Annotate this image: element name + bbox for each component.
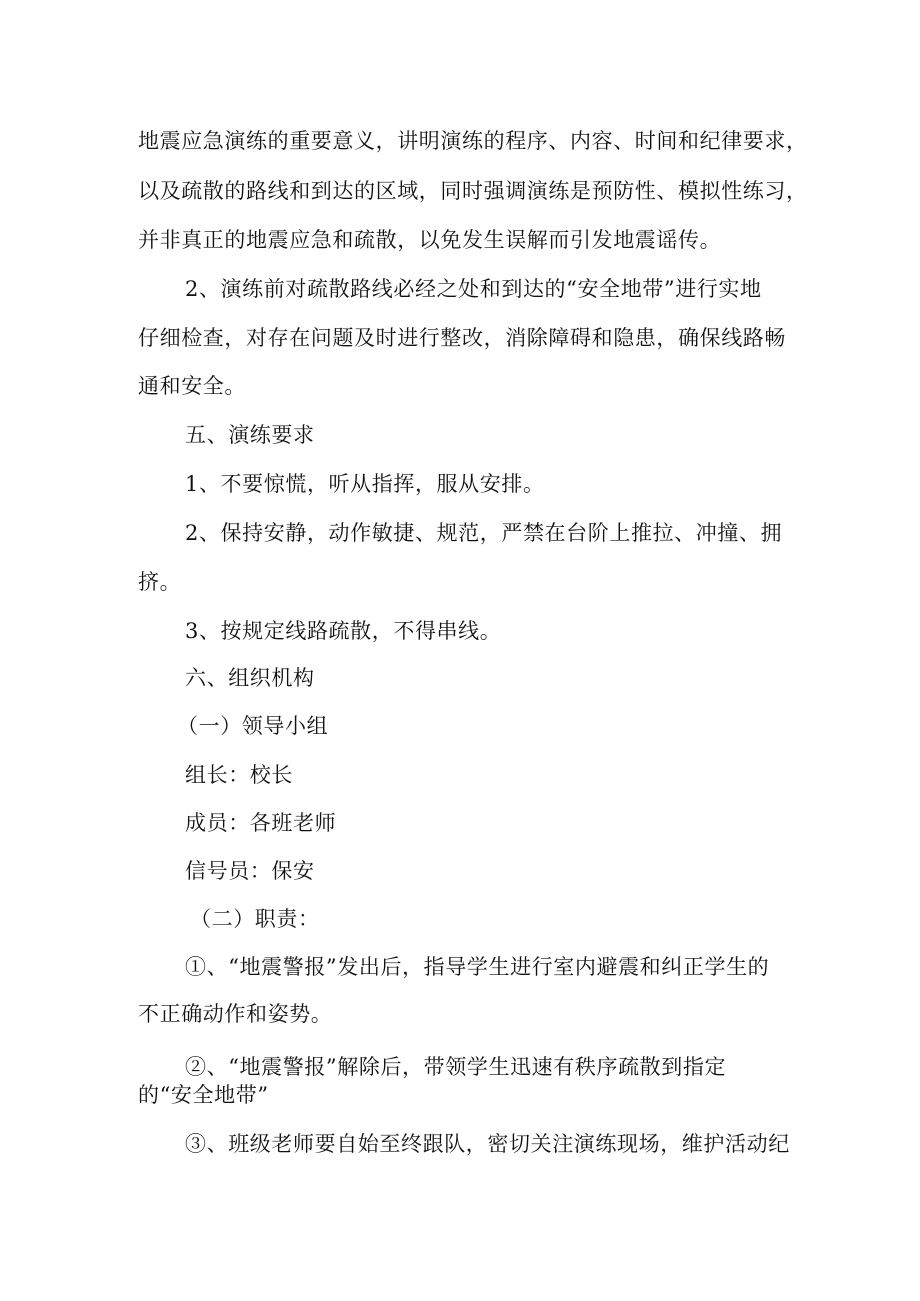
list-item: 1、不要惊慌，听从指挥，服从安排。	[185, 472, 545, 496]
paragraph-line: 仔细检查，对存在问题及时进行整改，消除障碍和隐患，确保线路畅	[138, 326, 786, 350]
subsection-heading: （一）领导小组	[177, 714, 329, 738]
paragraph-line: 以及疏散的路线和到达的区域，同时强调演练是预防性、模拟性练习，	[138, 179, 808, 203]
duty-item: ②、“地震警报”解除后，带领学生迅速有秩序疏散到指定	[185, 1055, 727, 1079]
leader-line: 组长：校长	[185, 763, 293, 787]
duty-item-continuation: 的“安全地带”	[138, 1083, 269, 1107]
paragraph-line: 通和安全。	[138, 374, 246, 398]
list-item: 2、保持安静，动作敏捷、规范，严禁在台阶上推拉、冲撞、拥	[185, 521, 783, 545]
paragraph-line: 并非真正的地震应急和疏散，以免发生误解而引发地震谣传。	[138, 228, 722, 252]
section-heading: 五、演练要求	[185, 423, 315, 447]
duty-item: ③、班级老师要自始至终跟队，密切关注演练现场，维护活动纪	[185, 1132, 790, 1156]
signaler-line: 信号员：保安	[185, 859, 315, 883]
paragraph-line: 2、演练前对疏散路线必经之处和到达的“安全地带”进行实地	[185, 277, 762, 301]
members-line: 成员：各班老师	[185, 811, 337, 835]
list-item: 3、按规定线路疏散，不得串线。	[185, 619, 502, 643]
subsection-heading: （二）职责：	[190, 907, 320, 931]
duty-item-continuation: 不正确动作和姿势。	[138, 1002, 333, 1026]
duty-item: ①、“地震警报”发出后，指导学生进行室内避震和纠正学生的	[185, 955, 770, 979]
list-item-continuation: 挤。	[138, 570, 182, 594]
paragraph-line: 地震应急演练的重要意义，讲明演练的程序、内容、时间和纪律要求，	[138, 129, 808, 153]
section-heading: 六、组织机构	[185, 666, 315, 690]
